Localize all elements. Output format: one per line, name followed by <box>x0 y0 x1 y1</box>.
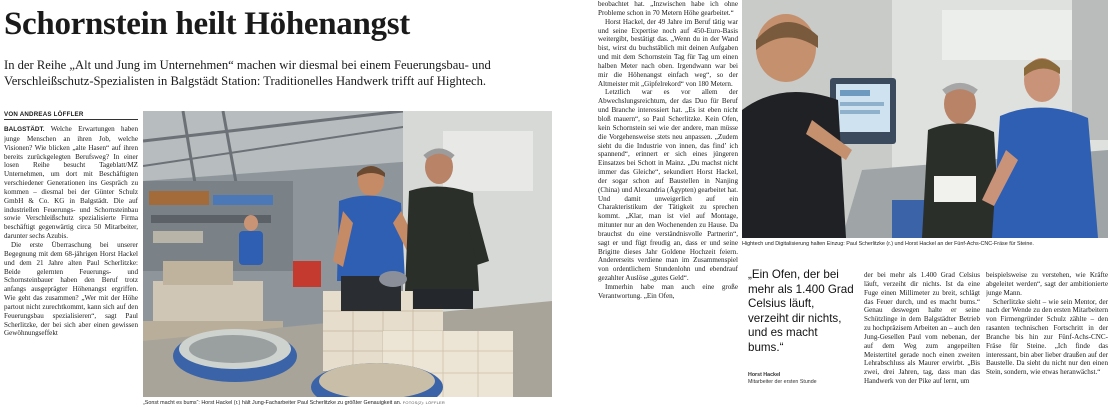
quote-author-name: Horst Hackel <box>748 372 781 378</box>
paragraph: Horst Hackel, der 49 Jahre im Beruf tätig war und seine Expertise noch auf 450-Euro-Basis weitergibt, bestätigt das. „Wenn du in der Wand bist, wirst du buchstäblich mit deinen Aufgaben und mit dem Schornstein Tag für Tag um einen halben Meter nach oben. Irgendwann war bei mir die Höhenangst einfach weg“, so der Altmeister mit „Gipfelrekord“ von 180 Metern. <box>598 17 738 88</box>
article-column-3 <box>864 271 980 407</box>
caption-text: „Sonst macht es bums“: Horst Hackel (r.) hält Jung-Facharbeiter Paul Scherlitzke zu größter Genauigkeit an. <box>143 400 402 406</box>
headline: Schornstein heilt Höhenangst <box>4 6 410 42</box>
photo-caption-1 <box>143 399 552 407</box>
workshop-photo <box>143 111 552 397</box>
dateline: BALGSTÄDT. <box>4 126 45 133</box>
paragraph: beispielsweise zu verstehen, wie Kräfte abgeleitet werden“, sagt der ambitionierte junge Mann. <box>986 271 1108 297</box>
paragraph: Immerhin habe man auch eine große Verantwortung. „Ein Ofen, <box>598 283 738 300</box>
cnc-machine-photo <box>742 0 1108 238</box>
cnc-photo-illustration <box>742 0 1108 238</box>
paragraph-text: Welche Erwartungen haben junge Menschen an ihren Job, welche Visionen? Wie blicken „alte Hasen“ auf ihren bereits zurückgelegten Berufsweg? In einer losen Reihe besucht Tageblatt/MZ Unternehmen, um dort mit Beschäftigten verschiedener Generationen ins Gespräch zu kommen – diesmal bei der Günter Schulz GmbH & Co. KG in Balgstädt. Die auf industriellen Feuerungs- und Schornsteinbau sowie Verschleißschutz spezialisierte Firma beschäftigt gegenwärtig circa 50 Mitarbeiter, darunter sechs Azubis. <box>4 125 138 241</box>
paragraph: Die erste Überraschung bei unserer Begegnung mit dem 68-jährigen Horst Hackel und dem 21 Jahre alten Paul Scherlitzke: Beide gelernten Feuerungs- und Schornsteinbauer haben den Beruf trotz anfangs ausgeprägter Höhenangst ergriffen. Wie geht das zusammen? „Wer mit der Höhe partout nicht zurechtkommt, kann sich auf den Feuerungsbau spezialisieren“, sagt Paul Scherlitzke, der bei sich aber einen gewissen Gewöhnungseffekt <box>4 240 138 338</box>
paragraph <box>4 125 138 241</box>
deck: In der Reihe „Alt und Jung im Unternehmen“ machen wir diesmal bei einem Feuerungsbau- und Verschleißschutz-Spezialisten in Balgstädt Station: Traditionelles Handwerk trifft auf Hightech. <box>4 58 491 88</box>
right-page <box>598 0 1110 407</box>
paragraph: Scherlitzke sieht – wie sein Mentor, der nach der Wende zu den ersten Mitarbeitern von Firmengründer Schulz zählte – den rasanten technischen Fortschritt in der Branche bis hin zur Fünf-Achs-CNC-Fräse für Steine. „Ich finde das interessant, bin aber lieber draußen auf der Baustelle. Da sieht du nicht nur den einen Stein, sondern, wie etwas heranwächst.“ <box>986 297 1108 377</box>
pull-quote-author <box>748 372 862 386</box>
paragraph: beobachtet hat. „Inzwischen habe ich ohne Probleme schon in 70 Metern Höhe gearbeitet.“ <box>598 0 738 17</box>
photo-caption-2: Hightech und Digitalisierung halten Einzug: Paul Scherlitzke (r.) und Horst Hackel an der Fünf-Achs-CNC-Fräse für Steine. <box>742 241 1034 247</box>
byline: VON ANDREAS LÖFFLER <box>4 111 138 120</box>
photo-credit: FOTOS(2): LÖFFLER <box>402 400 445 405</box>
article-column-2 <box>598 0 738 407</box>
article-column-1 <box>4 125 138 407</box>
workshop-photo-illustration <box>143 111 552 397</box>
pull-quote: „Ein Ofen, der bei mehr als 1.400 Grad Celsius läuft, verzeiht dir nichts, und es macht bums.“ <box>748 268 854 354</box>
article-column-4 <box>986 271 1108 407</box>
paragraph: der bei mehr als 1.400 Grad Celsius läuft, verzeiht dir nichts. Ist da eine Fuge einen Millimeter zu breit, schlägt das Feuer durch, und es macht bums.“ Genau deswegen halte er seine Schützlinge in dem Balgstädter Betrieb zu hochpräzisem Arbeiten an – auch den Jung-Gesellen Paul vom nebenan, der auf dem Weg zum angepeilten Meistertitel gerade noch einen zweiten Lehrabschluss als Maurer erwirbt. „Bis zwei, drei Jahren, tag, dass man das Handwerk von der Pike auf lernt, um <box>864 271 980 386</box>
paragraph: Letztlich war es vor allem der Abwechslungsreichtum, der das Duo für Beruf und Branche interessiert hat. „Es ist eben nicht bloß mauern“, so Paul Scherlitzke. Kein Ofen, kein Schornstein sei wie der andere, man müsse die Vorgehensweise stets neu anpassen. „Zudem sieht du die Industrie von innen, das find’ ich spannend“, erinnert er sich eines jüngeren Einsatzes bei Schott in Mainz. „Du machst nicht immer das Gleiche“, sekundiert Horst Hackel, der sogar schon auf Baustellen in Nanjing (China) und Alexandria (Ägypten) gearbeitet hat. Und damit unweigerlich auf ein Charakteristikum der Tätigkeit zu sprechen kommt. „Klar, man ist viel auf Montage, mitunter nur an den Wochenenden zu Hause. Da brauchst du eine verständnisvolle Partnerin“, sagt er und fügt freudig an, dass er und seine Brigitte dieses Jahr Goldene Hochzeit feiern. Andererseits verdiene man im Zusammenspiel von ordentlichem Stundenlohn und ebendrauf gezahlter Auslöse „gutes Geld“. <box>598 88 738 283</box>
quote-author-role: Mitarbeiter der ersten Stunde <box>748 379 817 386</box>
